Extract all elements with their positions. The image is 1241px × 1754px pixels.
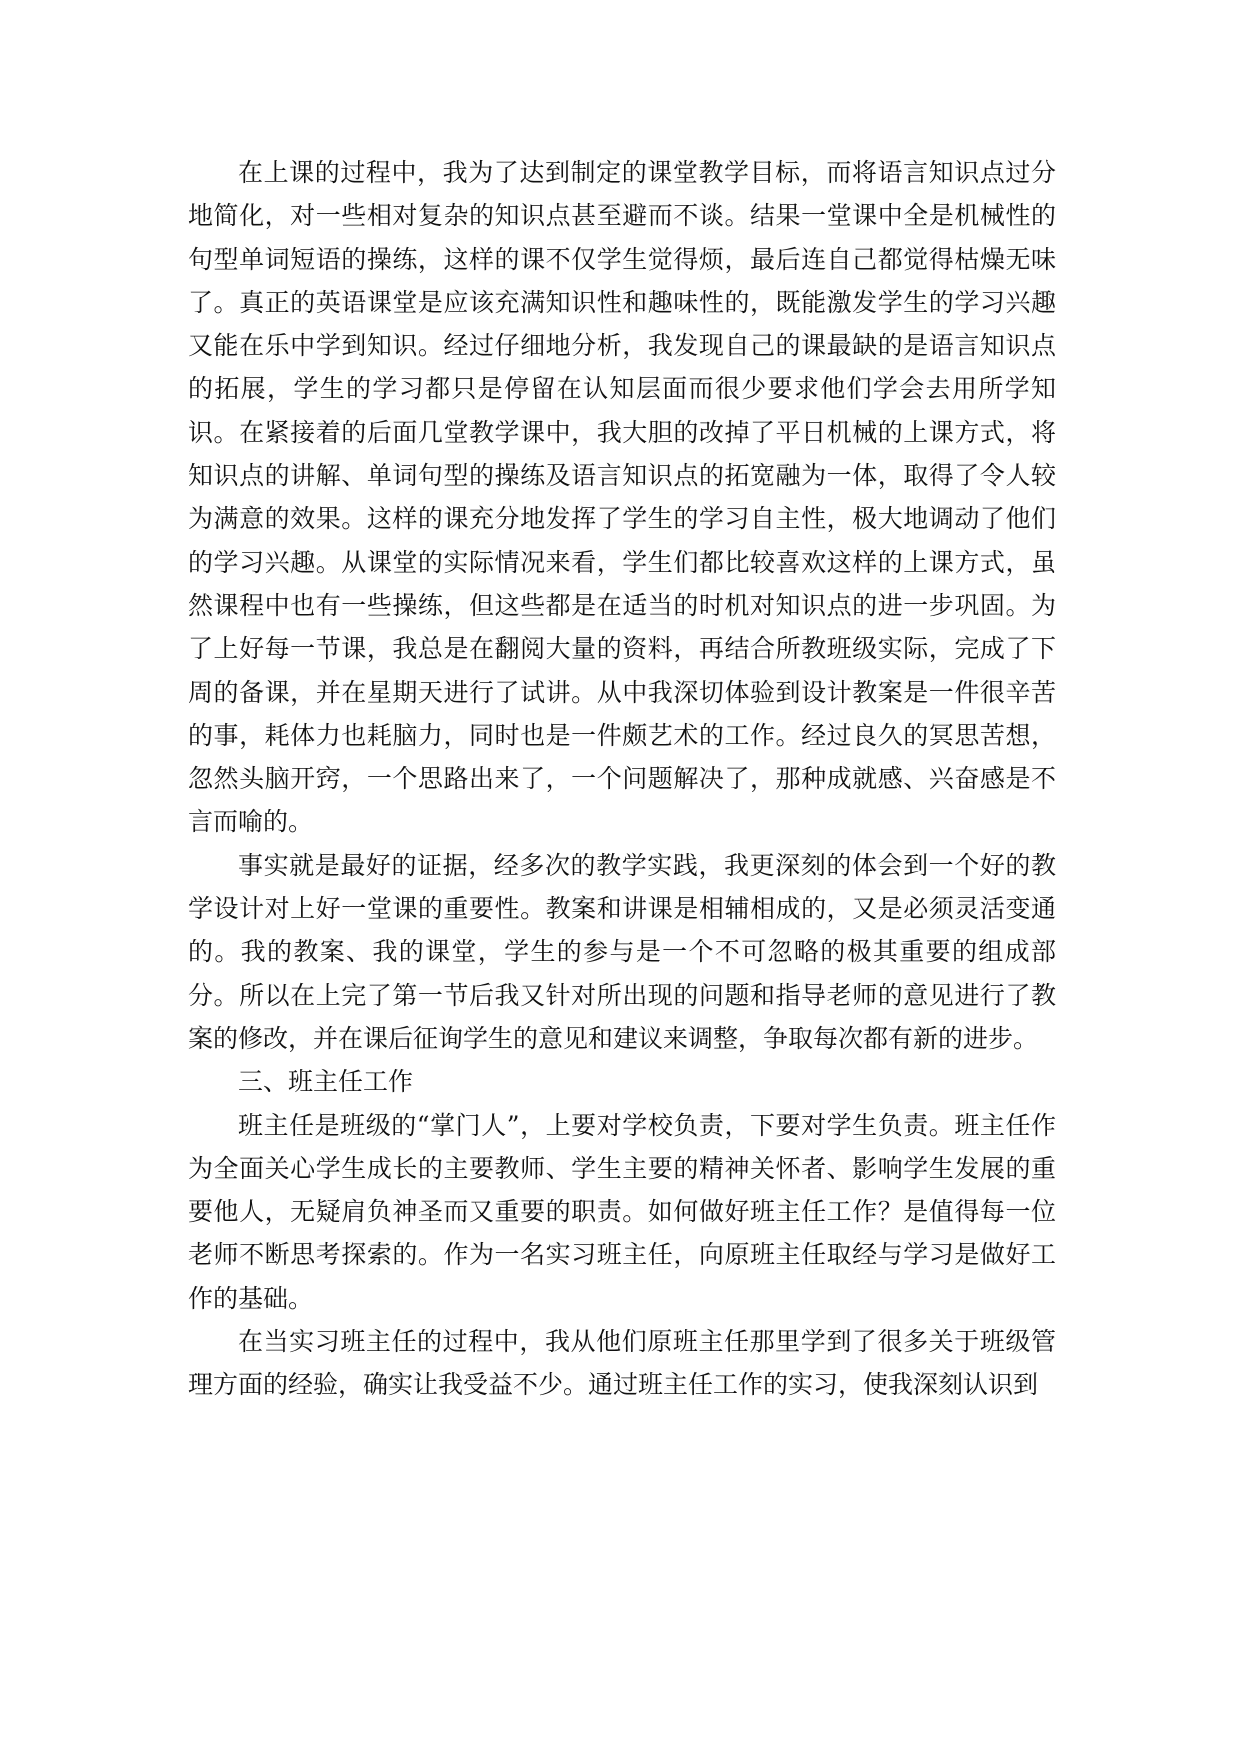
section-heading-class-teacher: 三、班主任工作 — [238, 1067, 414, 1097]
paragraph-class-teacher-role: 班主任是班级的“掌门人”，上要对学校负责，下要对学生负责。班主任作为全面关心学生成长的主要教师、学生主要的精神关怀者、影响学生发展的重要他人，无疑肩负神圣而又重要的职责。如何做好班主任工作？是值得每一位老师不断思考探索的。作为一名实习班主任，向原班主任取经与学习是做好工作的基础。 — [188, 1110, 1056, 1313]
paragraph-teaching-reflection: 在上课的过程中，我为了达到制定的课堂教学目标，而将语言知识点过分地简化，对一些相对复杂的知识点甚至避而不谈。结果一堂课中全是机械性的句型单词短语的操练，这样的课不仅学生觉得烦，最后连自己都觉得枯燥无味了。真正的英语课堂是应该充满知识性和趣味性的，既能激发学生的学习兴趣又能在乐中学到知识。经过仔细地分析，我发现自己的课最缺的是语言知识点的拓展，学生的学习都只是停留在认知层面而很少要求他们学会去用所学知识。在紧接着的后面几堂教学课中，我大胆的改掉了平日机械的上课方式，将知识点的讲解、单词句型的操练及语言知识点的拓宽融为一体，取得了令人较为满意的效果。这样的课充分地发挥了学生的学习自主性，极大地调动了他们的学习兴趣。从课堂的实际情况来看，学生们都比较喜欢这样的上课方式，虽然课程中也有一些操练，但这些都是在适当的时机对知识点的进一步巩固。为了上好每一节课，我总是在翻阅大量的资料，再结合所教班级实际，完成了下周的备课，并在星期天进行了试讲。从中我深切体验到设计教案是一件很辛苦的事，耗体力也耗脑力，同时也是一件颇艺术的工作。经过良久的冥思苦想，忽然头脑开窍，一个思路出来了，一个问题解决了，那种成就感、兴奋感是不言而喻的。 — [188, 158, 1056, 837]
paragraph-intern-experience: 在当实习班主任的过程中，我从他们原班主任那里学到了很多关于班级管理方面的经验，确实让我受益不少。通过班主任工作的实习，使我深刻认识到 — [188, 1327, 1056, 1400]
document-body — [188, 151, 1056, 1407]
paragraph-lesson-design: 事实就是最好的证据，经多次的教学实践，我更深刻的体会到一个好的教学设计对上好一堂课的重要性。教案和讲课是相辅相成的，又是必须灵活变通的。我的教案、我的课堂，学生的参与是一个不可忽略的极其重要的组成部分。所以在上完了第一节后我又针对所出现的问题和指导老师的意见进行了教案的修改，并在课后征询学生的意见和建议来调整，争取每次都有新的进步。 — [188, 850, 1056, 1053]
